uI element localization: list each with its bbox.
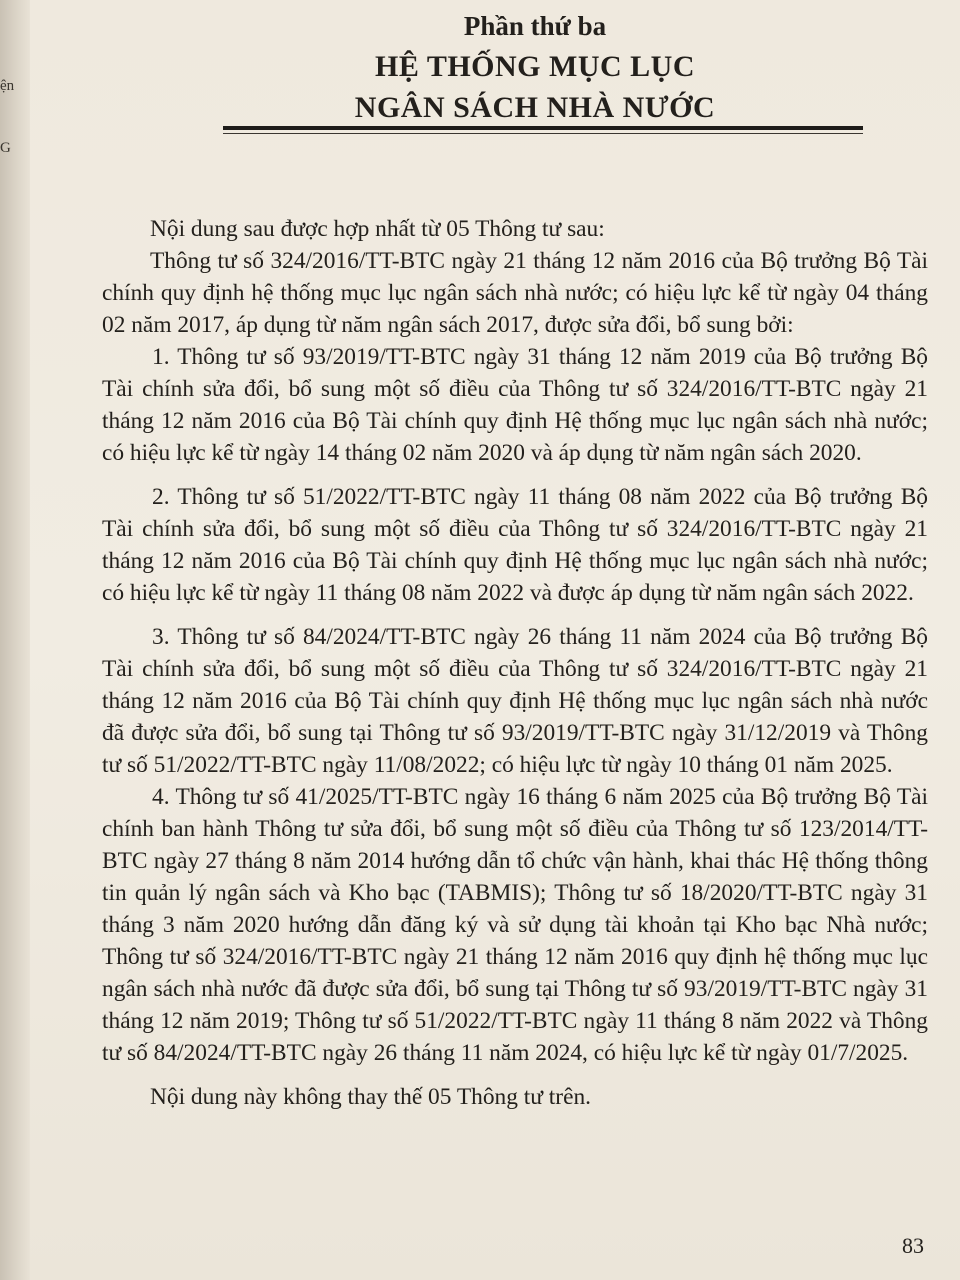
paragraph-intro: Nội dung sau được hợp nhất từ 05 Thông tư sau: bbox=[150, 216, 605, 242]
body-text bbox=[102, 213, 928, 1113]
list-item-3: 3. Thông tư số 84/2024/TT-BTC ngày 26 tháng 11 năm 2024 của Bộ trưởng Bộ Tài chính sửa đổi, bổ sung một số điều của Thông tư số 324/2016/TT-BTC ngày 21 tháng 12 năm 2016 của Bộ Tài chính quy định Hệ thống mục lục ngân sách nhà nước đã được sửa đổi, bổ sung tại Thông tư số 93/2019/TT-BTC ngày 31/12/2019 và Thông tư số 51/2022/TT-BTC ngày 11/08/2022; có hiệu lực từ ngày 10 tháng 01 năm 2025. bbox=[102, 624, 928, 778]
list-item-2: 2. Thông tư số 51/2022/TT-BTC ngày 11 tháng 08 năm 2022 của Bộ trưởng Bộ Tài chính sửa đổi, bổ sung một số điều của Thông tư số 324/2016/TT-BTC ngày 21 tháng 12 năm 2016 của Bộ Tài chính quy định Hệ thống mục lục ngân sách nhà nước; có hiệu lực kể từ ngày 11 tháng 08 năm 2022 và được áp dụng từ năm ngân sách 2022. bbox=[102, 484, 928, 606]
paragraph-closing: Nội dung này không thay thế 05 Thông tư trên. bbox=[150, 1084, 592, 1110]
chapter-title-line-1: HỆ THỐNG MỤC LỤC bbox=[375, 50, 695, 83]
list-item-4: 4. Thông tư số 41/2025/TT-BTC ngày 16 tháng 6 năm 2025 của Bộ trưởng Bộ Tài chính ban hành Thông tư sửa đổi, bổ sung một số điều của Thông tư số 123/2014/TT-BTC ngày 27 tháng 8 năm 2014 hướng dẫn tổ chức vận hành, khai thác Hệ thống thông tin quản lý ngân sách và Kho bạc (TABMIS); Thông tư số 18/2020/TT-BTC ngày 31 tháng 3 năm 2020 hướng dẫn đăng ký và sử dụng tài khoản tại Kho bạc Nhà nước; Thông tư số 324/2016/TT-BTC ngày 21 tháng 12 năm 2016 quy định hệ thống mục lục ngân sách nhà nước đã được sửa đổi, bổ sung tại Thông tư số 93/2019/TT-BTC ngày 31 tháng 12 năm 2019; Thông tư số 51/2022/TT-BTC ngày 11 tháng 8 năm 2022 và Thông tư số 84/2024/TT-BTC ngày 26 tháng 11 năm 2024, có hiệu lực kể từ ngày 01/7/2025. bbox=[102, 784, 928, 1066]
paragraph-base-circular: Thông tư số 324/2016/TT-BTC ngày 21 tháng 12 năm 2016 của Bộ trưởng Bộ Tài chính quy định hệ thống mục lục ngân sách nhà nước; có hiệu lực kể từ ngày 04 tháng 02 năm 2017, áp dụng từ năm ngân sách 2017, được sửa đổi, bổ sung bởi: bbox=[102, 248, 928, 338]
book-page bbox=[30, 0, 960, 1280]
margin-fragment-1: ện bbox=[0, 78, 15, 94]
part-label: Phần thứ ba bbox=[463, 11, 607, 41]
title-divider-thin bbox=[223, 133, 863, 134]
book-spine-edge bbox=[0, 0, 31, 1280]
chapter-title-line-2: NGÂN SÁCH NHÀ NƯỚC bbox=[354, 91, 716, 124]
page-number: 83 bbox=[902, 1233, 924, 1258]
list-item-1: 1. Thông tư số 93/2019/TT-BTC ngày 31 tháng 12 năm 2019 của Bộ trưởng Bộ Tài chính sửa đổi, bổ sung một số điều của Thông tư số 324/2016/TT-BTC ngày 21 tháng 12 năm 2016 của Bộ Tài chính quy định Hệ thống mục lục ngân sách nhà nước; có hiệu lực kể từ ngày 14 tháng 02 năm 2020 và áp dụng từ năm ngân sách 2020. bbox=[102, 344, 928, 466]
chapter-header bbox=[210, 6, 860, 128]
title-divider-thick bbox=[223, 126, 863, 130]
margin-fragment-2: G bbox=[0, 140, 11, 156]
